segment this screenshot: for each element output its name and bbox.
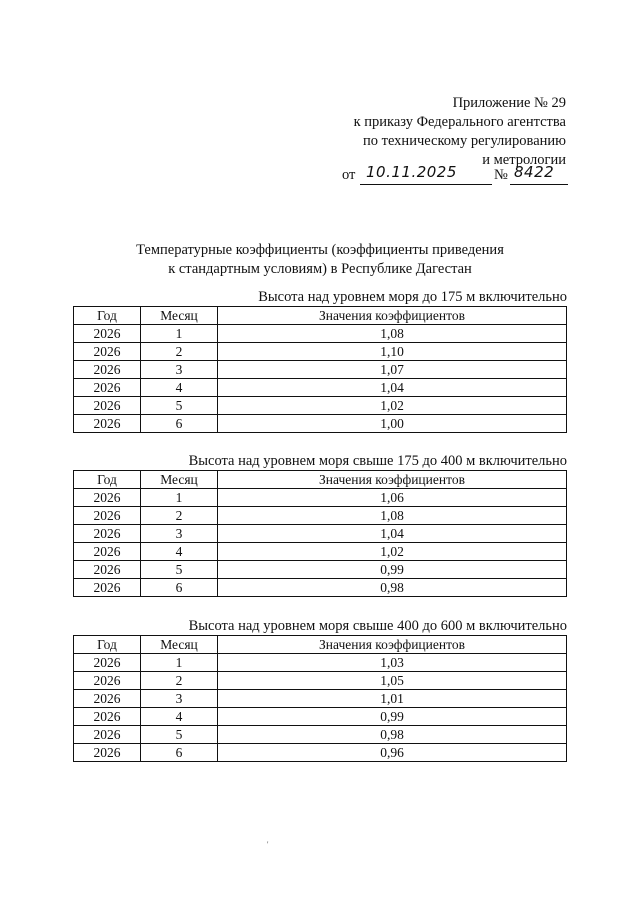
table-row [74,690,567,708]
coefficients-table-2 [73,470,567,597]
column-header-month: Месяц [141,471,218,489]
cell-year: 2026 [74,579,141,597]
cell-month: 4 [141,379,218,397]
cell-month: 5 [141,397,218,415]
table-row [74,543,567,561]
cell-month: 4 [141,543,218,561]
cell-value: 1,02 [218,543,567,561]
cell-month: 6 [141,415,218,433]
table-row [74,726,567,744]
cell-month: 3 [141,525,218,543]
table-row [74,361,567,379]
cell-year: 2026 [74,379,141,397]
cell-value: 1,10 [218,343,567,361]
table-header-row [74,636,567,654]
column-header-month: Месяц [141,636,218,654]
table-row [74,415,567,433]
cell-value: 1,03 [218,654,567,672]
section-caption-3: Высота над уровнем моря свыше 400 до 600 м включительно [188,618,567,634]
cell-month: 1 [141,489,218,507]
cell-value: 0,99 [218,708,567,726]
cell-value: 1,07 [218,361,567,379]
cell-year: 2026 [74,708,141,726]
appendix-number: Приложение № 29 [452,95,566,111]
cell-month: 5 [141,561,218,579]
cell-year: 2026 [74,361,141,379]
order-date-number-row [342,165,568,187]
cell-year: 2026 [74,726,141,744]
cell-month: 6 [141,579,218,597]
cell-value: 1,04 [218,379,567,397]
agency-line-end: и метрологии [482,152,566,168]
date-label: от [342,167,356,183]
table-row [74,397,567,415]
cell-year: 2026 [74,561,141,579]
column-header-year: Год [74,636,141,654]
document-title [70,241,570,279]
table-row [74,654,567,672]
cell-month: 2 [141,672,218,690]
coefficients-table-1 [73,306,567,433]
agency-line: по техническому регулированию [362,133,566,149]
title-line-2: к стандартным условиям) в Республике Дагестан [168,261,472,277]
column-header-year: Год [74,307,141,325]
cell-value: 1,04 [218,525,567,543]
cell-month: 2 [141,343,218,361]
table-row [74,489,567,507]
column-header-value: Значения коэффициентов [218,471,567,489]
cell-year: 2026 [74,415,141,433]
cell-year: 2026 [74,543,141,561]
column-header-year: Год [74,471,141,489]
cell-year: 2026 [74,507,141,525]
cell-value: 0,96 [218,744,567,762]
cell-month: 3 [141,690,218,708]
handwritten-number: 8422 [514,163,555,181]
cell-value: 1,08 [218,507,567,525]
cell-year: 2026 [74,744,141,762]
cell-year: 2026 [74,690,141,708]
cell-month: 3 [141,361,218,379]
cell-month: 6 [141,744,218,762]
section-caption-2: Высота над уровнем моря свыше 175 до 400 м включительно [188,453,567,469]
cell-value: 1,06 [218,489,567,507]
order-reference: к приказу Федерального агентства [353,114,566,130]
table-row [74,379,567,397]
cell-month: 1 [141,654,218,672]
cell-year: 2026 [74,343,141,361]
date-underline [360,184,492,185]
cell-value: 0,99 [218,561,567,579]
scan-speck: ' [267,840,269,849]
cell-value: 1,08 [218,325,567,343]
column-header-month: Месяц [141,307,218,325]
table-row [74,708,567,726]
cell-month: 2 [141,507,218,525]
cell-year: 2026 [74,397,141,415]
table-row [74,525,567,543]
cell-value: 1,05 [218,672,567,690]
number-underline [510,184,568,185]
cell-year: 2026 [74,489,141,507]
table-row [74,507,567,525]
section-caption-1: Высота над уровнем моря до 175 м включительно [258,289,567,305]
coefficients-table-3 [73,635,567,762]
column-header-value: Значения коэффициентов [218,307,567,325]
table-row [74,579,567,597]
cell-value: 0,98 [218,726,567,744]
handwritten-date: 10.11.2025 [366,163,457,181]
table-row [74,343,567,361]
cell-value: 1,00 [218,415,567,433]
cell-month: 1 [141,325,218,343]
number-label: № [494,167,508,183]
title-line-1: Температурные коэффициенты (коэффициенты приведения [136,242,504,258]
table-row [74,672,567,690]
cell-month: 5 [141,726,218,744]
cell-month: 4 [141,708,218,726]
cell-year: 2026 [74,672,141,690]
cell-year: 2026 [74,525,141,543]
column-header-value: Значения коэффициентов [218,636,567,654]
table-row [74,325,567,343]
table-header-row [74,307,567,325]
cell-year: 2026 [74,654,141,672]
table-row [74,561,567,579]
cell-value: 1,01 [218,690,567,708]
table-header-row [74,471,567,489]
cell-value: 1,02 [218,397,567,415]
table-row [74,744,567,762]
cell-value: 0,98 [218,579,567,597]
cell-year: 2026 [74,325,141,343]
